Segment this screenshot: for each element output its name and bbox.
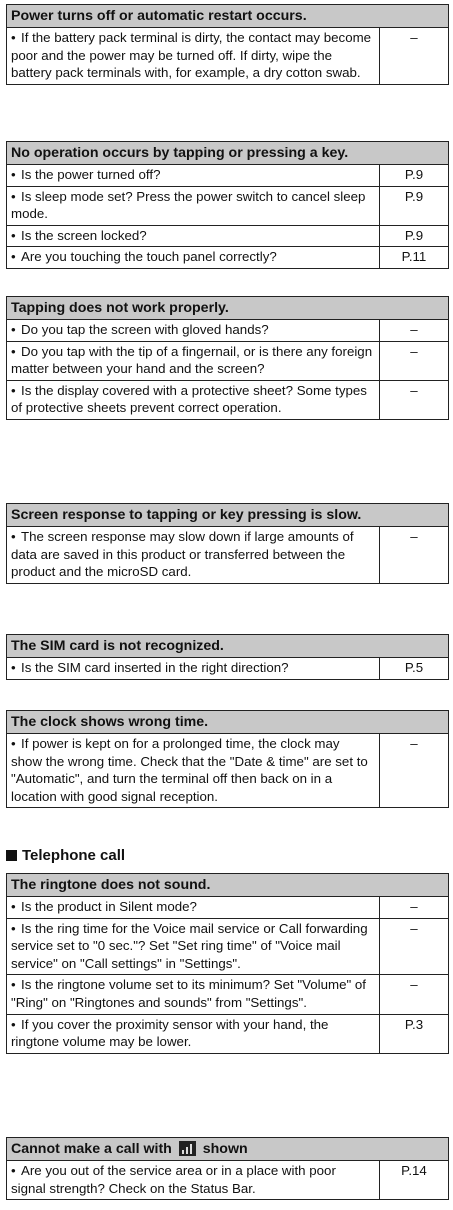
section-heading	[6, 846, 125, 866]
page-reference: –	[410, 382, 418, 398]
table-row	[7, 28, 448, 84]
table-row	[7, 1161, 448, 1199]
bullet: •	[11, 227, 16, 243]
table-row	[7, 341, 448, 380]
section-heading-text: Telephone call	[22, 847, 126, 864]
table-row	[7, 658, 448, 679]
troubleshoot-table	[6, 141, 449, 269]
table-header: Power turns off or automatic restart occurs.	[7, 5, 448, 28]
bullet: •	[11, 899, 16, 914]
bullet: •	[11, 1163, 16, 1178]
page-reference: P.11	[401, 249, 427, 265]
table-row	[7, 246, 448, 268]
row-text: If you cover the proximity sensor with your hand, the ringtone volume may be lower.	[11, 1016, 329, 1050]
table-row	[7, 186, 448, 225]
header-text-after-icon: shown	[202, 1141, 248, 1157]
page-reference: –	[410, 977, 418, 993]
bullet: •	[11, 167, 16, 182]
bullet: •	[11, 736, 16, 751]
row-text: Is the screen locked?	[21, 227, 147, 243]
table-row	[7, 380, 448, 419]
page-reference: –	[410, 899, 418, 914]
page-reference: –	[410, 322, 418, 337]
table-row	[7, 1014, 448, 1053]
page-reference: –	[410, 30, 418, 45]
row-text: Is the ringtone volume set to its minimum? Set "Volume" of "Ring" on "Ringtones and sounds" from "Settings".	[11, 977, 366, 1010]
row-text: Are you out of the service area or in a place with poor signal strength? Check on the Status Bar.	[11, 1163, 336, 1196]
table-row	[7, 527, 448, 583]
troubleshoot-table	[6, 634, 449, 680]
signal-antenna-icon	[179, 1141, 196, 1156]
square-bullet-icon	[6, 850, 17, 861]
table-row	[7, 320, 448, 341]
table-header: No operation occurs by tapping or pressing a key.	[7, 142, 448, 165]
troubleshoot-table	[6, 4, 449, 85]
page-reference: P.9	[404, 227, 424, 243]
table-row	[7, 974, 448, 1013]
page-reference: P.9	[404, 188, 424, 204]
row-text: Are you touching the touch panel correctly?	[21, 249, 277, 265]
bullet: •	[11, 188, 16, 204]
row-text: Is the display covered with a protective sheet? Some types of protective sheets prevent correct operation.	[11, 382, 367, 416]
page-reference: P.9	[404, 167, 424, 182]
page-reference: P.14	[401, 1163, 427, 1178]
page-reference: P.3	[404, 1016, 424, 1032]
bullet: •	[11, 977, 16, 993]
troubleshoot-table	[6, 873, 449, 1054]
page-reference: –	[410, 529, 418, 544]
table-row	[7, 734, 448, 807]
page-reference: –	[410, 920, 418, 936]
header-text-before-icon: Cannot make a call with	[11, 1141, 172, 1157]
bullet: •	[11, 660, 16, 675]
row-text: Is the power turned off?	[21, 167, 161, 182]
table-header: Screen response to tapping or key pressing is slow.	[7, 504, 448, 527]
bullet: •	[11, 30, 16, 45]
page-reference: –	[410, 736, 418, 751]
bullet: •	[11, 249, 16, 265]
table-row	[7, 897, 448, 918]
row-text: Is sleep mode set? Press the power switch to cancel sleep mode.	[11, 188, 366, 222]
row-text: Do you tap with the tip of a fingernail, or is there any foreign matter between your hand and the screen?	[11, 343, 373, 377]
page-reference: –	[410, 343, 418, 359]
bullet: •	[11, 343, 16, 359]
table-header: The clock shows wrong time.	[7, 711, 448, 734]
row-text: The screen response may slow down if large amounts of data are saved in this product or transferred between the product and the microSD card.	[11, 529, 354, 580]
table-header: The SIM card is not recognized.	[7, 635, 448, 658]
troubleshoot-table	[6, 503, 449, 584]
row-text: If power is kept on for a prolonged time, the clock may show the wrong time. Check that the "Date & time" are set to "Automatic", and turn the terminal off then back on in a location with good signal reception.	[11, 736, 368, 804]
bullet: •	[11, 382, 16, 398]
table-row	[7, 225, 448, 247]
bullet: •	[11, 322, 16, 337]
bullet: •	[11, 529, 16, 544]
bullet: •	[11, 920, 16, 936]
row-text: Do you tap the screen with gloved hands?	[21, 322, 269, 337]
troubleshoot-table	[6, 296, 449, 420]
table-header	[7, 1138, 448, 1161]
troubleshoot-table	[6, 1137, 449, 1200]
row-text: Is the ring time for the Voice mail service or Call forwarding service set to "0 sec."? Set "Set ring time" of "Voice mail service" on "Call settings" in "Settings".	[11, 920, 368, 971]
troubleshoot-table	[6, 710, 449, 808]
row-text: Is the SIM card inserted in the right direction?	[21, 660, 289, 675]
table-row	[7, 165, 448, 186]
row-text: If the battery pack terminal is dirty, the contact may become poor and the power may be turned off. If dirty, wipe the battery pack terminals with, for example, a dry cotton swab.	[11, 30, 372, 81]
row-text: Is the product in Silent mode?	[21, 899, 197, 914]
page-reference: P.5	[404, 660, 424, 675]
table-header: The ringtone does not sound.	[7, 874, 448, 897]
bullet: •	[11, 1016, 16, 1032]
table-header: Tapping does not work properly.	[7, 297, 448, 320]
table-row	[7, 918, 448, 975]
